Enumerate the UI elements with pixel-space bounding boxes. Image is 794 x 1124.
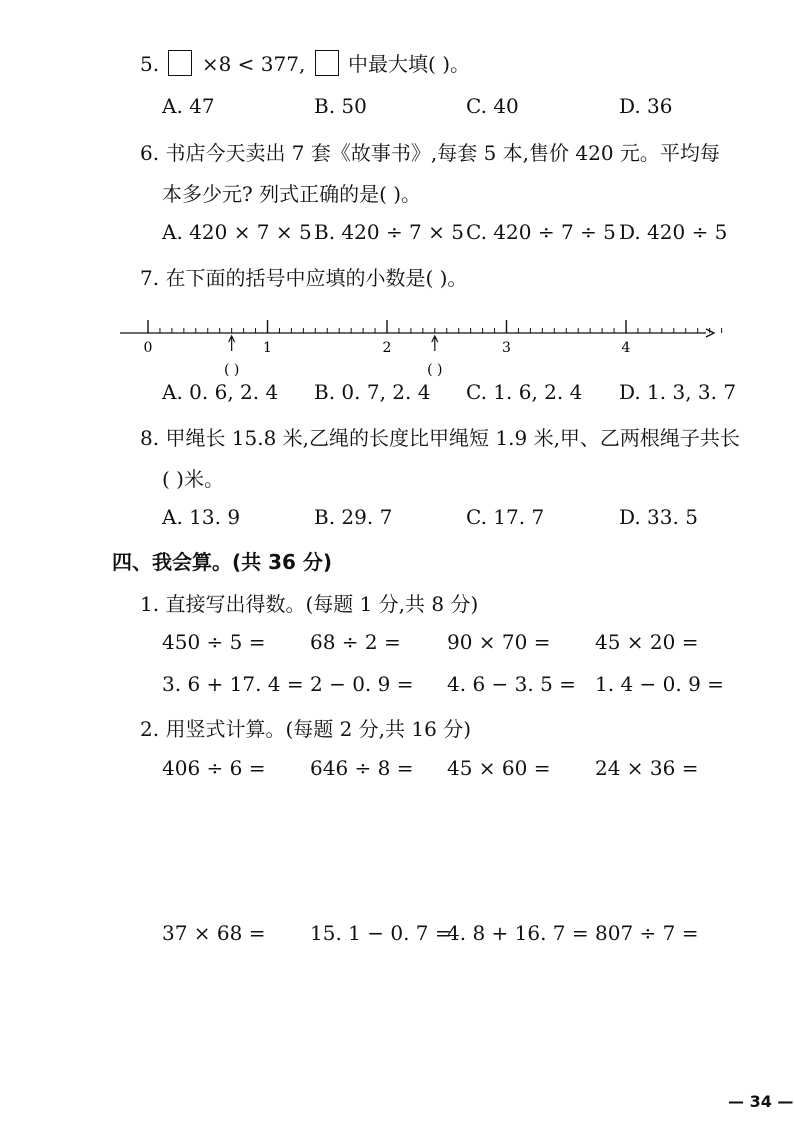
- q5-inequality: ×8 < 377,: [201, 52, 306, 76]
- part-1-title: 1. 直接写出得数。(每题 1 分,共 8 分): [140, 592, 479, 616]
- tick-label: 3: [502, 340, 511, 356]
- calc-p1-r2-c1: 3. 6 + 17. 4 =: [162, 672, 304, 696]
- calc-p2-r1-c3: 45 × 60 =: [447, 756, 551, 780]
- answer-blank-2: ( ): [427, 362, 443, 378]
- tick-label: 0: [143, 340, 153, 356]
- q8-option-c[interactable]: C. 17. 7: [466, 505, 545, 529]
- q5-number: 5.: [140, 52, 160, 76]
- q5-option-d[interactable]: D. 36: [619, 94, 673, 118]
- section-4-title: 四、我会算。(共 36 分): [112, 550, 333, 574]
- q7-option-a[interactable]: A. 0. 6, 2. 4: [162, 380, 279, 404]
- q7-option-d[interactable]: D. 1. 3, 3. 7: [619, 380, 737, 404]
- calc-p2-r2-c4: 807 ÷ 7 =: [595, 921, 699, 945]
- q7-number-line: [0, 310, 794, 380]
- q5-option-a[interactable]: A. 47: [162, 94, 215, 118]
- q5-option-b[interactable]: B. 50: [314, 94, 367, 118]
- q6-option-d[interactable]: D. 420 ÷ 5: [619, 220, 728, 244]
- calc-p1-r1-c4: 45 × 20 =: [595, 630, 699, 654]
- calc-p1-r1-c1: 450 ÷ 5 =: [162, 630, 266, 654]
- q6-line-2: 本多少元? 列式正确的是( )。: [162, 182, 422, 206]
- part-2-title: 2. 用竖式计算。(每题 2 分,共 16 分): [140, 717, 472, 741]
- calc-p2-r2-c3: 4. 8 + 16. 7 =: [447, 921, 589, 945]
- answer-blank-1: ( ): [223, 362, 240, 378]
- q5-line: [140, 48, 470, 77]
- q7-option-c[interactable]: C. 1. 6, 2. 4: [466, 380, 583, 404]
- q5-option-c[interactable]: C. 40: [466, 94, 519, 118]
- q8-option-d[interactable]: D. 33. 5: [619, 505, 698, 529]
- calc-p2-r1-c4: 24 × 36 =: [595, 756, 699, 780]
- calc-p1-r2-c4: 1. 4 − 0. 9 =: [595, 672, 724, 696]
- q7-line-1: 7. 在下面的括号中应填的小数是( )。: [140, 266, 468, 290]
- calc-p1-r1-c3: 90 × 70 =: [447, 630, 551, 654]
- calc-p2-r1-c1: 406 ÷ 6 =: [162, 756, 266, 780]
- page-number: — 34 —: [728, 1092, 794, 1111]
- tick-label: 2: [382, 340, 392, 356]
- q7-option-b[interactable]: B. 0. 7, 2. 4: [314, 380, 431, 404]
- tick-label: 1: [263, 340, 272, 356]
- calc-p1-r2-c2: 2 − 0. 9 =: [310, 672, 414, 696]
- q8-option-a[interactable]: A. 13. 9: [162, 505, 241, 529]
- calc-p2-r2-c2: 15. 1 − 0. 7 =: [310, 921, 452, 945]
- q6-option-a[interactable]: A. 420 × 7 × 5: [162, 220, 312, 244]
- calc-p2-r2-c1: 37 × 68 =: [162, 921, 266, 945]
- q5-blank-box-2[interactable]: [315, 50, 339, 76]
- q8-option-b[interactable]: B. 29. 7: [314, 505, 393, 529]
- calc-p1-r2-c3: 4. 6 − 3. 5 =: [447, 672, 576, 696]
- calc-p2-r1-c2: 646 ÷ 8 =: [310, 756, 414, 780]
- q5-question-tail: 中最大填( )。: [348, 52, 470, 76]
- q8-line-1: 8. 甲绳长 15.8 米,乙绳的长度比甲绳短 1.9 米,甲、乙两根绳子共长: [140, 426, 740, 450]
- tick-label: 4: [621, 340, 631, 356]
- q6-line-1: 6. 书店今天卖出 7 套《故事书》,每套 5 本,售价 420 元。平均每: [140, 141, 720, 165]
- q6-option-b[interactable]: B. 420 ÷ 7 × 5: [314, 220, 464, 244]
- q6-option-c[interactable]: C. 420 ÷ 7 ÷ 5: [466, 220, 616, 244]
- calc-p1-r1-c2: 68 ÷ 2 =: [310, 630, 401, 654]
- q5-blank-box-1[interactable]: [168, 50, 192, 76]
- q8-line-2: ( )米。: [162, 467, 224, 491]
